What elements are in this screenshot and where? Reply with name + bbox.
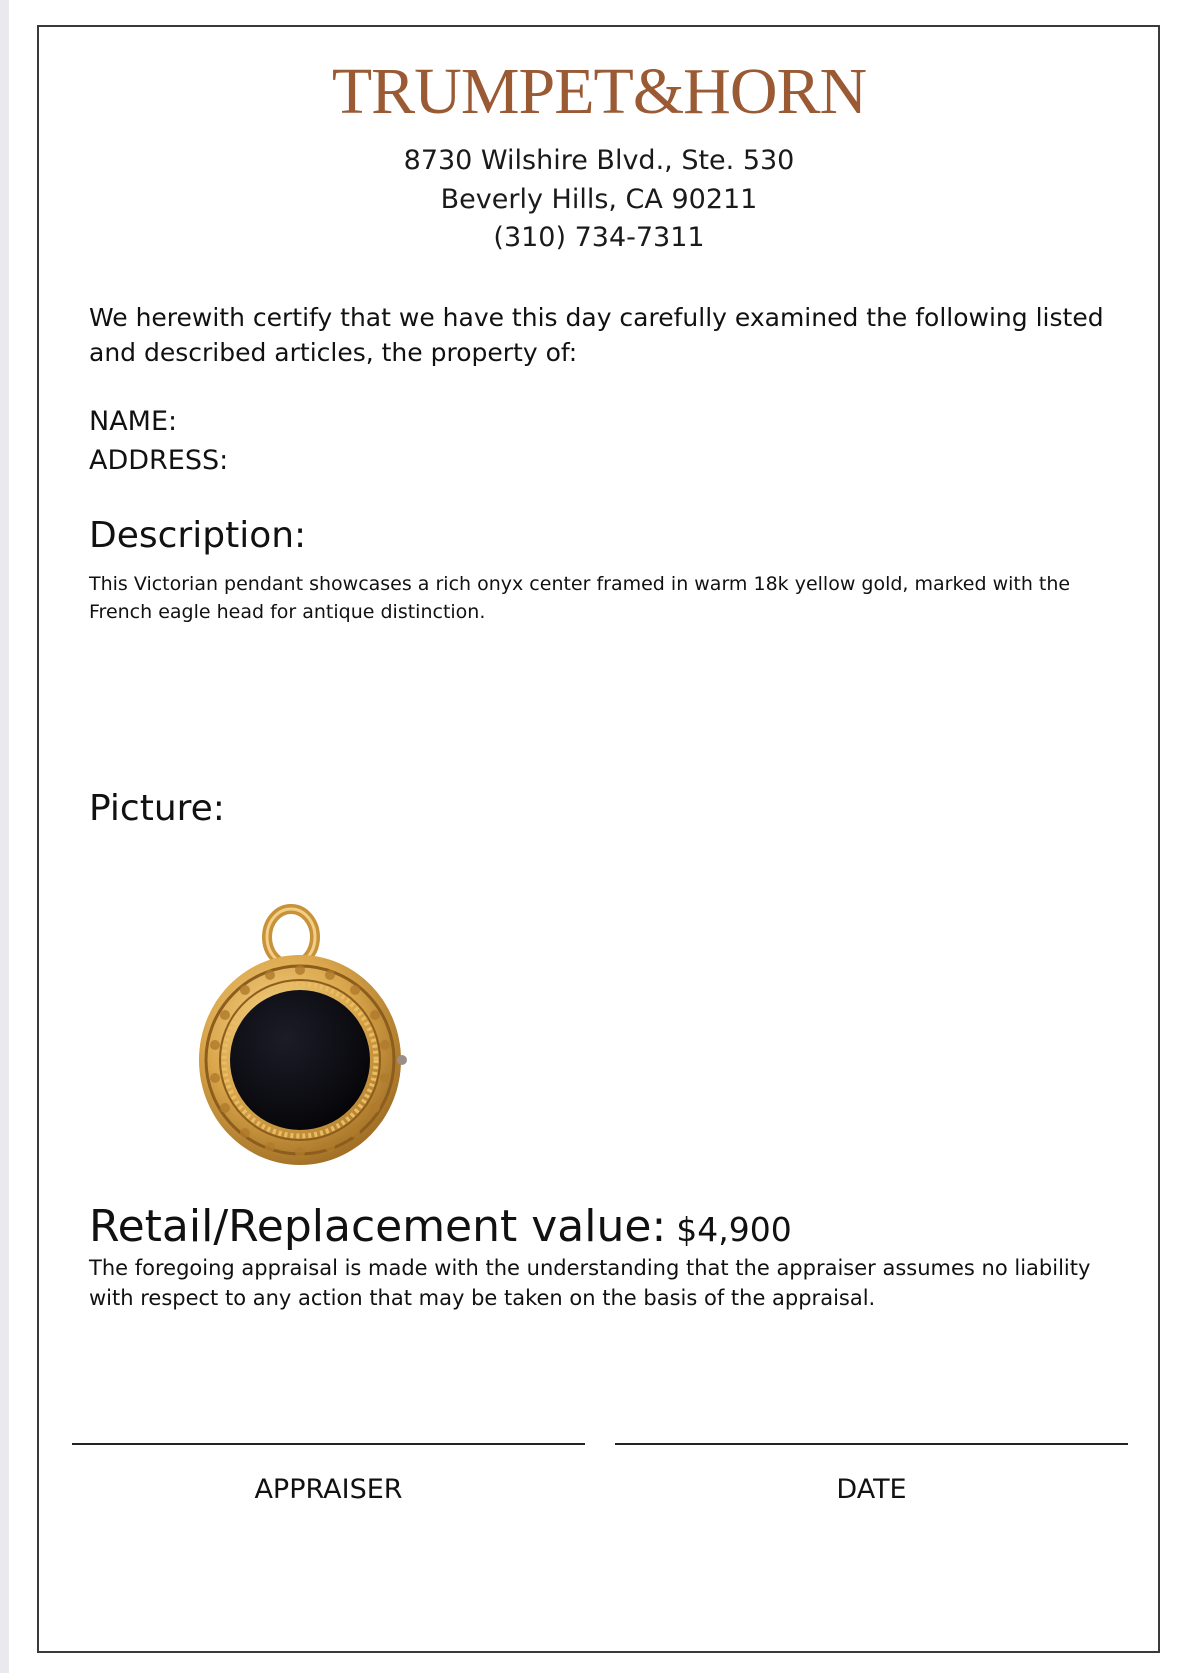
date-label: DATE — [836, 1474, 907, 1505]
appraiser-label: APPRAISER — [254, 1474, 403, 1505]
valuation-label: Retail/Replacement value: — [89, 1201, 667, 1252]
pendant-image — [190, 900, 420, 1170]
phone-number: (310) 734-7311 — [493, 222, 705, 253]
date-signature-line — [615, 1443, 1128, 1445]
picture-heading: Picture: — [89, 788, 225, 829]
address-label: ADDRESS: — [89, 445, 229, 476]
valuation-amount: $4,900 — [676, 1210, 792, 1249]
appraiser-signature-line — [72, 1443, 585, 1445]
description-text: This Victorian pendant showcases a rich onyx center framed in warm 18k yellow gold, marked with the French eagle head for antique distinction. — [89, 573, 1071, 623]
description-heading: Description: — [89, 515, 307, 556]
address-line-1: 8730 Wilshire Blvd., Ste. 530 — [403, 145, 795, 176]
address-line-2: Beverly Hills, CA 90211 — [440, 184, 758, 215]
certification-statement: We herewith certify that we have this day carefully examined the following listed and described articles, the property of: — [89, 303, 1104, 367]
valuation-row — [89, 1200, 792, 1257]
brand-logo: TRUMPET&HORN — [331, 55, 867, 128]
disclaimer-text: The foregoing appraisal is made with the understanding that the appraiser assumes no liability with respect to any action that may be taken on the basis of the appraisal. — [89, 1256, 1091, 1310]
certificate-border — [37, 25, 1160, 1653]
name-label: NAME: — [89, 406, 178, 437]
